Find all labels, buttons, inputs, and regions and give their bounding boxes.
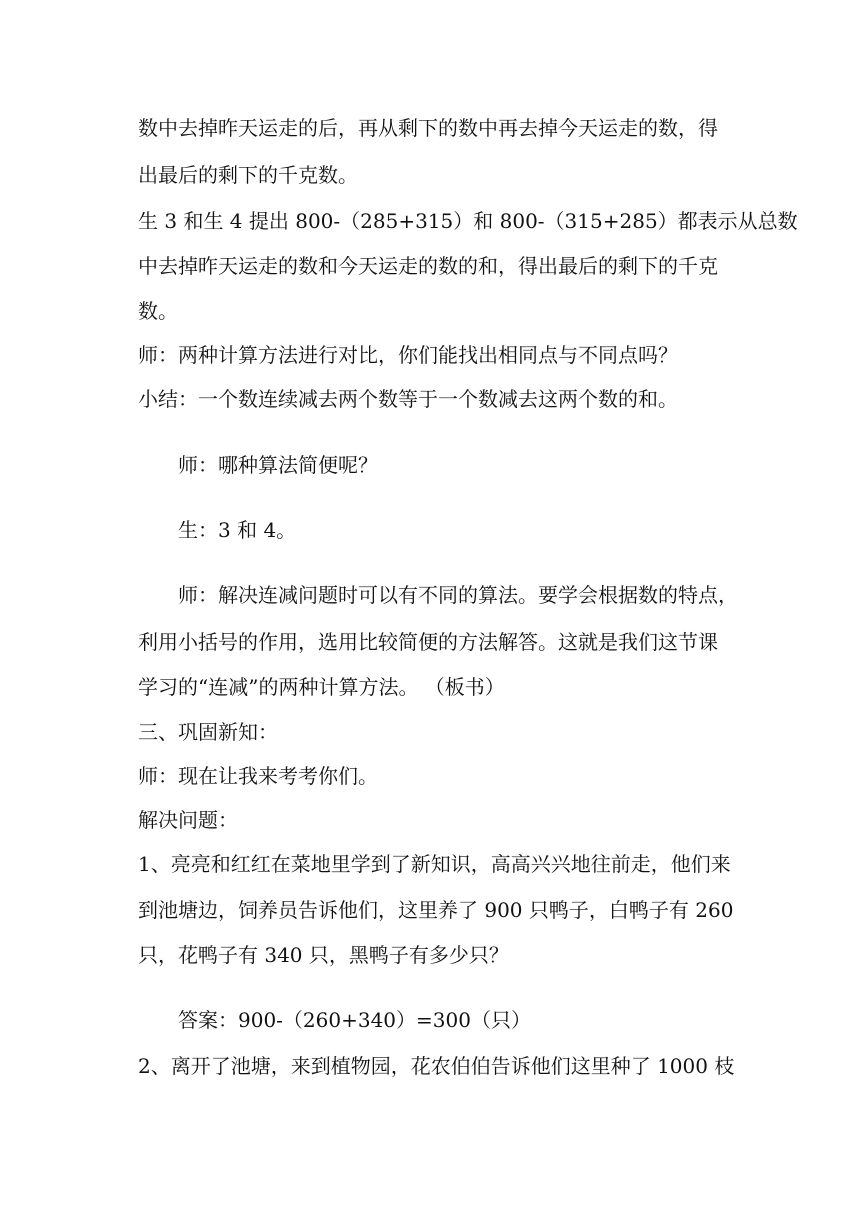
text-line-9: 生：3 和 4。 <box>178 518 297 542</box>
text-line-8: 师：哪种算法简便呢？ <box>178 453 378 477</box>
text-line-14: 师：现在让我来考考你们。 <box>138 764 378 788</box>
text-line-10: 师：解决连减问题时可以有不同的算法。要学会根据数的特点， <box>178 583 738 607</box>
text-line-5: 数。 <box>138 299 178 323</box>
text-line-18: 只，花鸭子有 340 只，黑鸭子有多少只？ <box>138 943 509 967</box>
text-line-1: 数中去掉昨天运走的后，再从剩下的数中再去掉今天运走的数，得 <box>138 116 718 140</box>
text-line-6: 师：两种计算方法进行对比，你们能找出相同点与不同点吗？ <box>138 343 678 367</box>
text-line-7: 小结：一个数连续减去两个数等于一个数减去这两个数的和。 <box>138 387 678 411</box>
text-line-17: 到池塘边，饲养员告诉他们，这里养了 900 只鸭子，白鸭子有 260 <box>138 898 734 922</box>
text-line-3: 生 3 和生 4 提出 800-（285+315）和 800-（315+285）都表示从总数 <box>138 209 798 233</box>
text-line-16: 1、亮亮和红红在菜地里学到了新知识，高高兴兴地往前走，他们来 <box>138 852 731 876</box>
text-line-11: 利用小括号的作用，选用比较简便的方法解答。这就是我们这节课 <box>138 630 718 654</box>
text-line-19: 答案：900-（260+340）=300（只） <box>178 1008 531 1032</box>
text-line-12: 学习的“连减”的两种计算方法。 （板书） <box>138 675 505 699</box>
text-line-4: 中去掉昨天运走的数和今天运走的数的和，得出最后的剩下的千克 <box>138 254 718 278</box>
text-line-20: 2、离开了池塘，来到植物园，花农伯伯告诉他们这里种了 1000 枝 <box>138 1054 735 1078</box>
text-line-15: 解决问题： <box>138 808 238 832</box>
text-line-2: 出最后的剩下的千克数。 <box>138 163 358 187</box>
text-line-13: 三、巩固新知： <box>138 720 278 744</box>
